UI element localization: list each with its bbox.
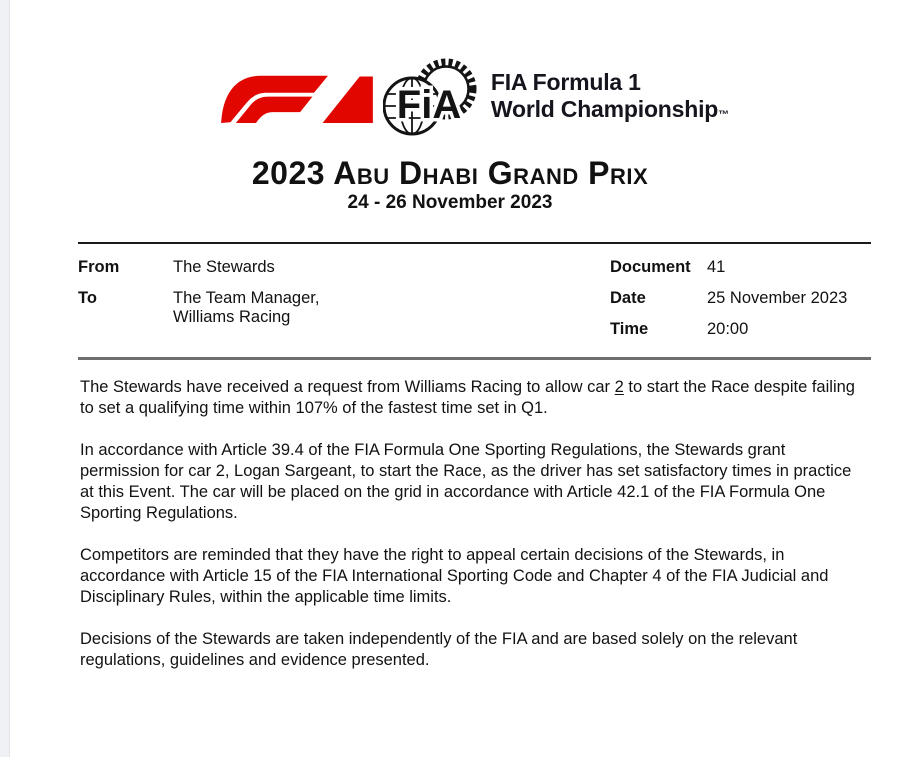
wordmark-line2: World Championship™ — [490, 96, 730, 122]
document-label: Document — [610, 258, 691, 276]
fia-emblem — [383, 56, 479, 138]
document-value: 41 — [707, 258, 726, 276]
paragraph-request: The Stewards have received a request from Williams Racing to allow car 2 to start the Race despite failing to set a qualifying time within 107% of the fastest time set in Q1. — [80, 378, 855, 417]
car-number-underlined: 2 — [614, 378, 624, 396]
from-label: From — [78, 258, 120, 276]
event-dates: 24 - 26 November 2023 — [347, 192, 553, 213]
to-label: To — [78, 289, 97, 307]
time-label: Time — [610, 320, 649, 338]
document-info-table — [78, 242, 871, 360]
date-value: 25 November 2023 — [707, 289, 848, 307]
paragraph-decision: In accordance with Article 39.4 of the FIA Formula One Sporting Regulations, the Stewards grant permission for car 2, Logan Sargeant, to start the Race, as the driver has set satisfactory times in practice at this Event. The car will be placed on the grid in accordance with Article 42.1 of the FIA Formula One Sporting Regulations. — [80, 441, 852, 522]
time-value: 20:00 — [707, 320, 749, 338]
fia-monogram: FiA — [396, 83, 462, 127]
decision-body — [80, 377, 868, 671]
info-meta-column — [610, 258, 871, 339]
event-title: 2023 Abu Dhabi Grand Prix — [251, 155, 649, 191]
from-row — [78, 258, 610, 277]
date-label: Date — [610, 289, 646, 307]
to-value-line2: Williams Racing — [173, 308, 291, 326]
trademark-symbol: ™ — [718, 109, 730, 121]
title-block — [0, 155, 900, 214]
time-row — [610, 320, 871, 339]
wordmark-line1: FIA Formula 1 — [490, 69, 641, 95]
to-row — [78, 289, 610, 327]
to-value-line1: The Team Manager, — [173, 289, 320, 307]
date-row — [610, 289, 871, 308]
f1-logo — [221, 75, 373, 123]
paragraph-appeal-rights: Competitors are reminded that they have the right to appeal certain decisions of the Stewards, in accordance with Article 15 of the FIA International Sporting Code and Chapter 4 of the FIA Judicial and Disciplinary Rules, within the applicable time limits. — [80, 546, 829, 606]
info-addressing-column — [78, 258, 610, 339]
fia-f1-header — [25, 0, 900, 138]
paragraph-independence: Decisions of the Stewards are taken independently of the FIA and are based solely on the relevant regulations, guidelines and evidence presented. — [80, 630, 798, 669]
from-value: The Stewards — [173, 258, 275, 276]
to-value — [173, 289, 610, 327]
document-number-row — [610, 258, 871, 277]
championship-wordmark — [491, 69, 729, 129]
